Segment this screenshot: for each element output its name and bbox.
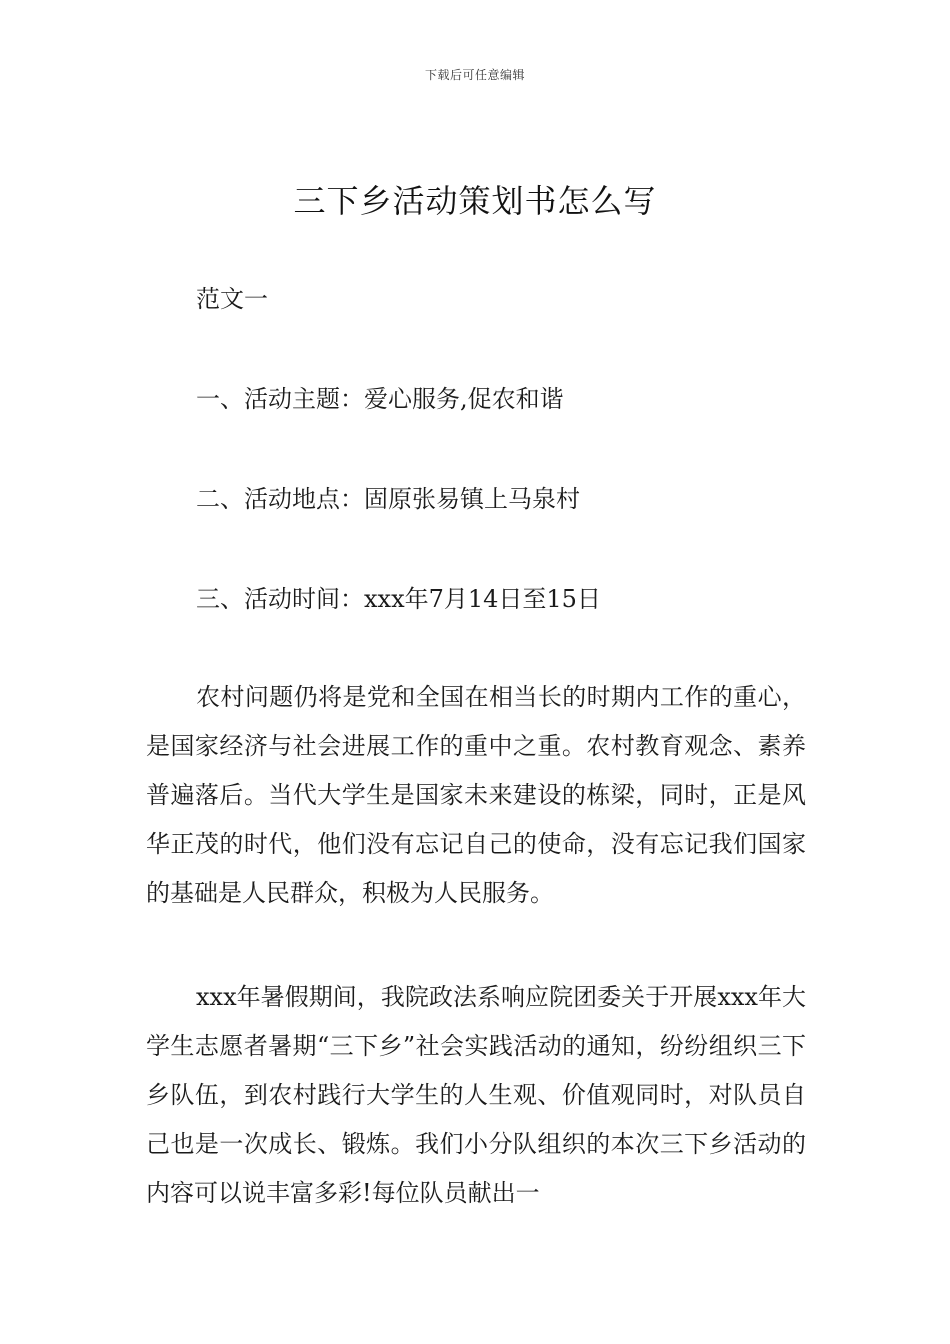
item-time: 三、活动时间：xxx年7月14日至15日 bbox=[196, 585, 601, 613]
item-theme: 一、活动主题：爱心服务,促农和谐 bbox=[196, 385, 564, 413]
body-paragraph-2: xxx年暑假期间，我院政法系响应院团委关于开展xxx年大学生志愿者暑期“三下乡”社会实践活动的通知，纷纷组织三下乡队伍，到农村践行大学生的人生观、价值观同时，对队员自己也是一次成长、锻炼。我们小分队组织的本次三下乡活动的内容可以说丰富多彩!每位队员献出一 bbox=[146, 983, 806, 1207]
item-location: 二、活动地点：固原张易镇上马泉村 bbox=[196, 485, 580, 513]
header-note: 下载后可任意编辑 bbox=[424, 68, 525, 82]
document-title: 三下乡活动策划书怎么写 bbox=[293, 182, 657, 220]
body-paragraph-1: 农村问题仍将是党和全国在相当长的时期内工作的重心，是国家经济与社会进展工作的重中之重。农村教育观念、素养普遍落后。当代大学生是国家未来建设的栋梁，同时，正是风华正茂的时代，他们没有忘记自己的使命，没有忘记我们国家的基础是人民群众，积极为人民服务。 bbox=[146, 683, 806, 907]
sample-label: 范文一 bbox=[196, 285, 268, 313]
